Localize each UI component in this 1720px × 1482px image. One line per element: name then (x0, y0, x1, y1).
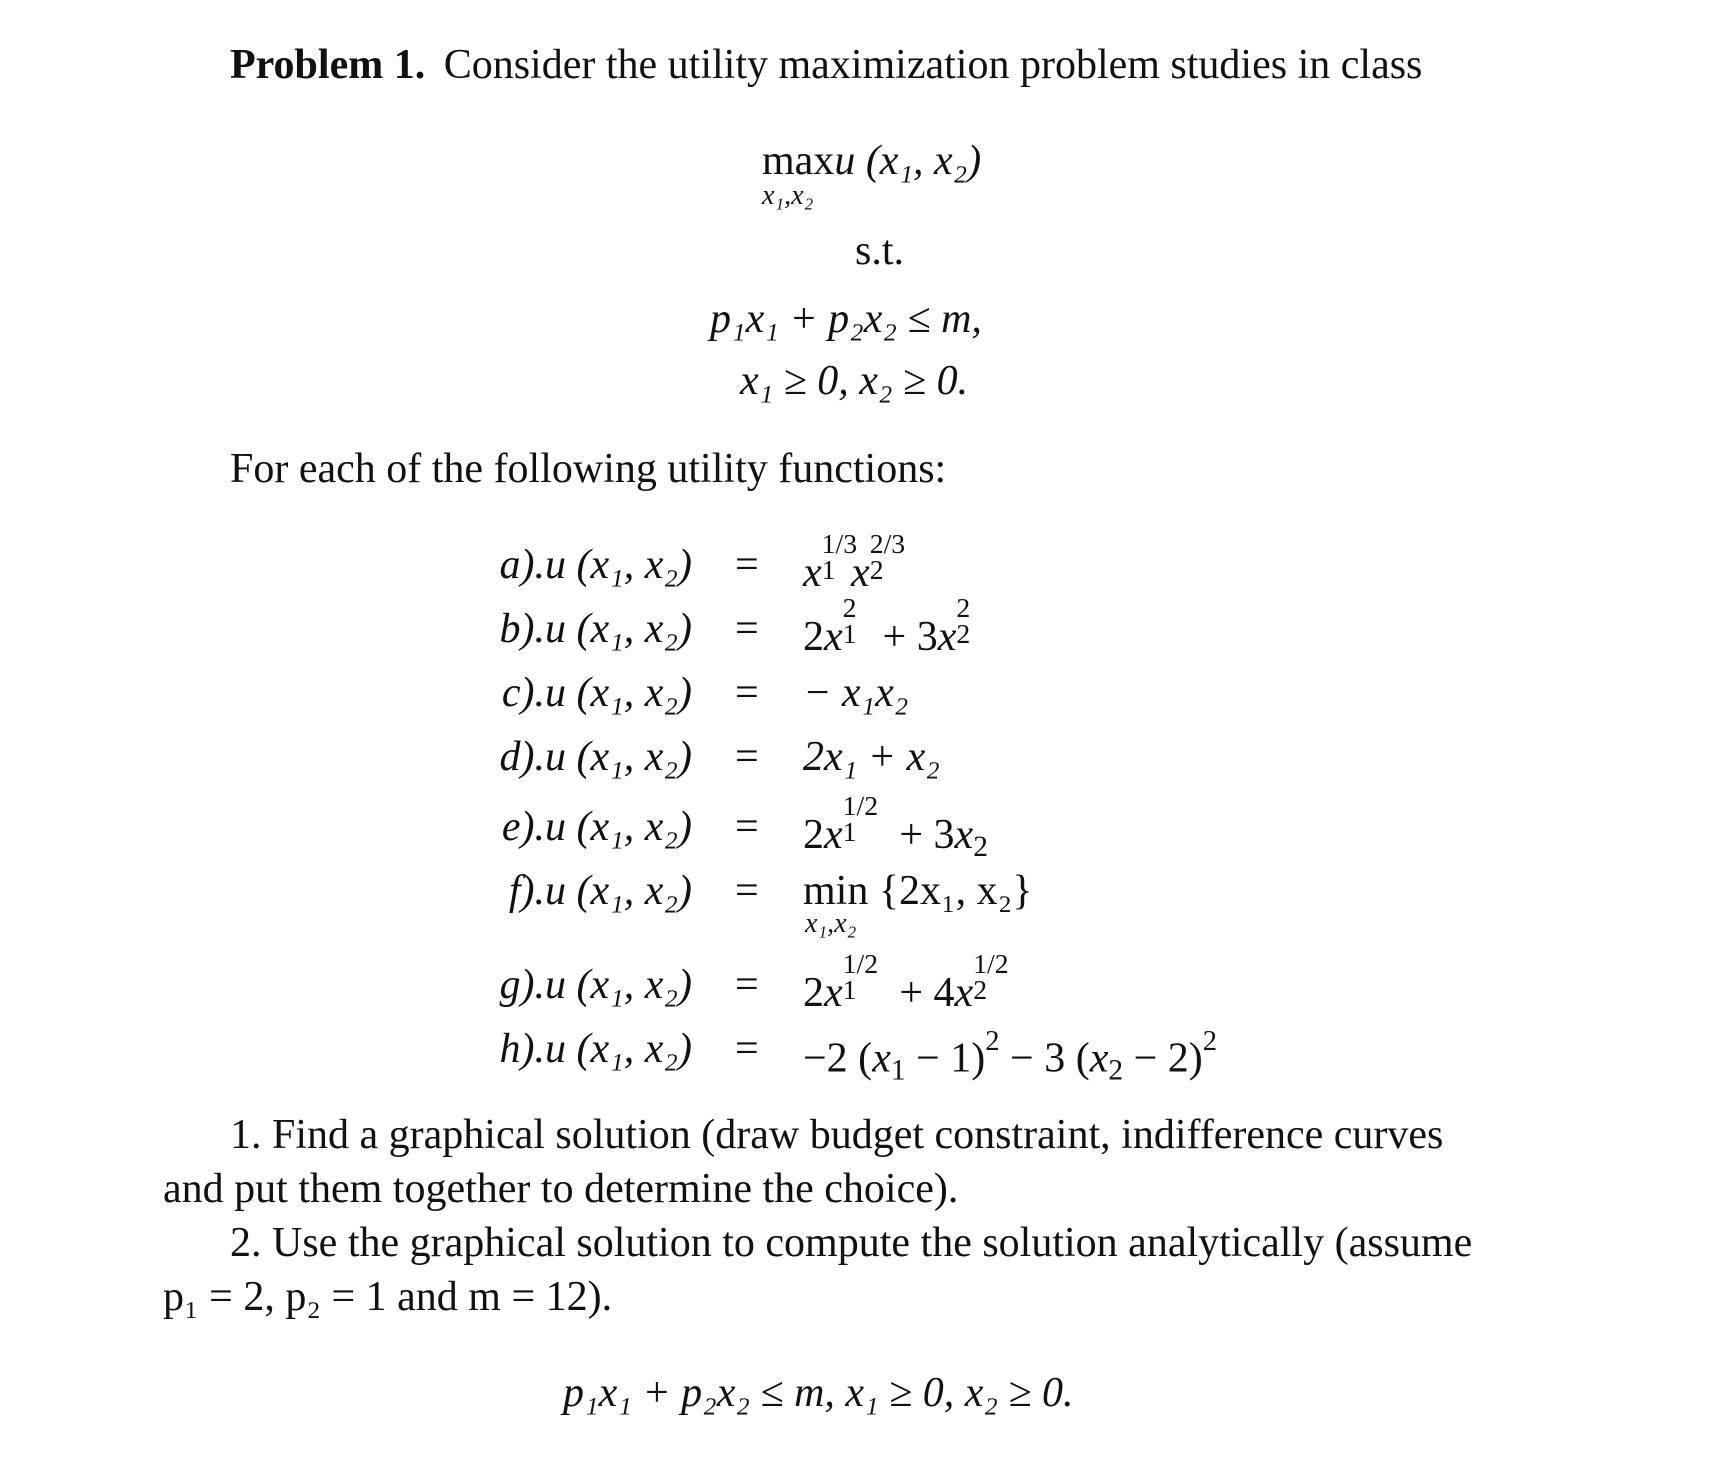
equals-g: = (735, 962, 759, 1008)
utility-rhs-a: x 1/3 1 x 2/3 2 (803, 527, 906, 596)
utility-rhs-f: min {2x₁, x₂} (803, 868, 1033, 914)
utility-label-f: f).u (x₁, x₂) (508, 868, 692, 914)
budget-constraint: p₁x₁ + p₂x₂ ≤ m, (710, 296, 982, 342)
problem-statement: Consider the utility maximization problem studies in class (443, 42, 1423, 88)
subject-to: s.t. (855, 228, 905, 274)
equals-e: = (735, 804, 759, 850)
utility-label-d: d).u (x₁, x₂) (499, 734, 692, 780)
utility-rhs-c: − x₁x₂ (803, 670, 909, 716)
utility-rhs-g: 2x 1/2 1 + 4x 1/2 2 (803, 947, 1009, 1016)
utility-rhs-b: 2x 2 1 + 3x 2 2 (803, 591, 971, 660)
equals-a: = (735, 542, 759, 588)
objective-expr: u (x₁, x₂) (834, 138, 982, 184)
utility-label-b: b).u (x₁, x₂) (499, 606, 692, 652)
problem-heading (230, 44, 1422, 86)
equals-b: = (735, 606, 759, 652)
utility-rhs-d: 2x₁ + x₂ (803, 734, 940, 780)
task-1-line-1: 1. Find a graphical solution (draw budget constraint, indifference curves (230, 1112, 1444, 1158)
intro-text: For each of the following utility functions: (230, 446, 947, 492)
utility-under-f: x₁,x₂ (805, 908, 857, 939)
nonnegativity-constraint: x₁ ≥ 0, x₂ ≥ 0. (740, 358, 969, 404)
task-2-line-2: p₁ = 2, p₂ = 1 and m = 12). (163, 1274, 613, 1320)
utility-label-c: c).u (x₁, x₂) (501, 670, 692, 716)
objective (762, 140, 981, 182)
task-2-line-1: 2. Use the graphical solution to compute the solution analytically (assume (230, 1220, 1473, 1266)
utility-rhs-h: −2 $(x_1 - 1)^2 - 3$ $(x_2 - 2)^2$ (803, 1026, 1218, 1087)
objective-subscript: x₁,x₂ (762, 180, 814, 211)
problem-number: Problem 1. (230, 42, 426, 88)
utility-label-e: e).u (x₁, x₂) (501, 804, 692, 850)
final-constraint: p₁x₁ + p₂x₂ ≤ m, x₁ ≥ 0, x₂ ≥ 0. (563, 1370, 1074, 1416)
utility-label-h: h).u (x₁, x₂) (499, 1026, 692, 1072)
utility-label-g: g).u (x₁, x₂) (499, 962, 692, 1008)
task-1-line-2: and put them together to determine the choice). (163, 1166, 959, 1212)
utility-rhs-e: 2x 1/2 1 + $3x_2$ (803, 789, 988, 864)
utility-label-a: a).u (x₁, x₂) (499, 542, 692, 588)
equals-d: = (735, 734, 759, 780)
equals-h: = (735, 1026, 759, 1072)
equals-c: = (735, 670, 759, 716)
equals-f: = (735, 868, 759, 914)
objective-op: max (762, 138, 835, 184)
